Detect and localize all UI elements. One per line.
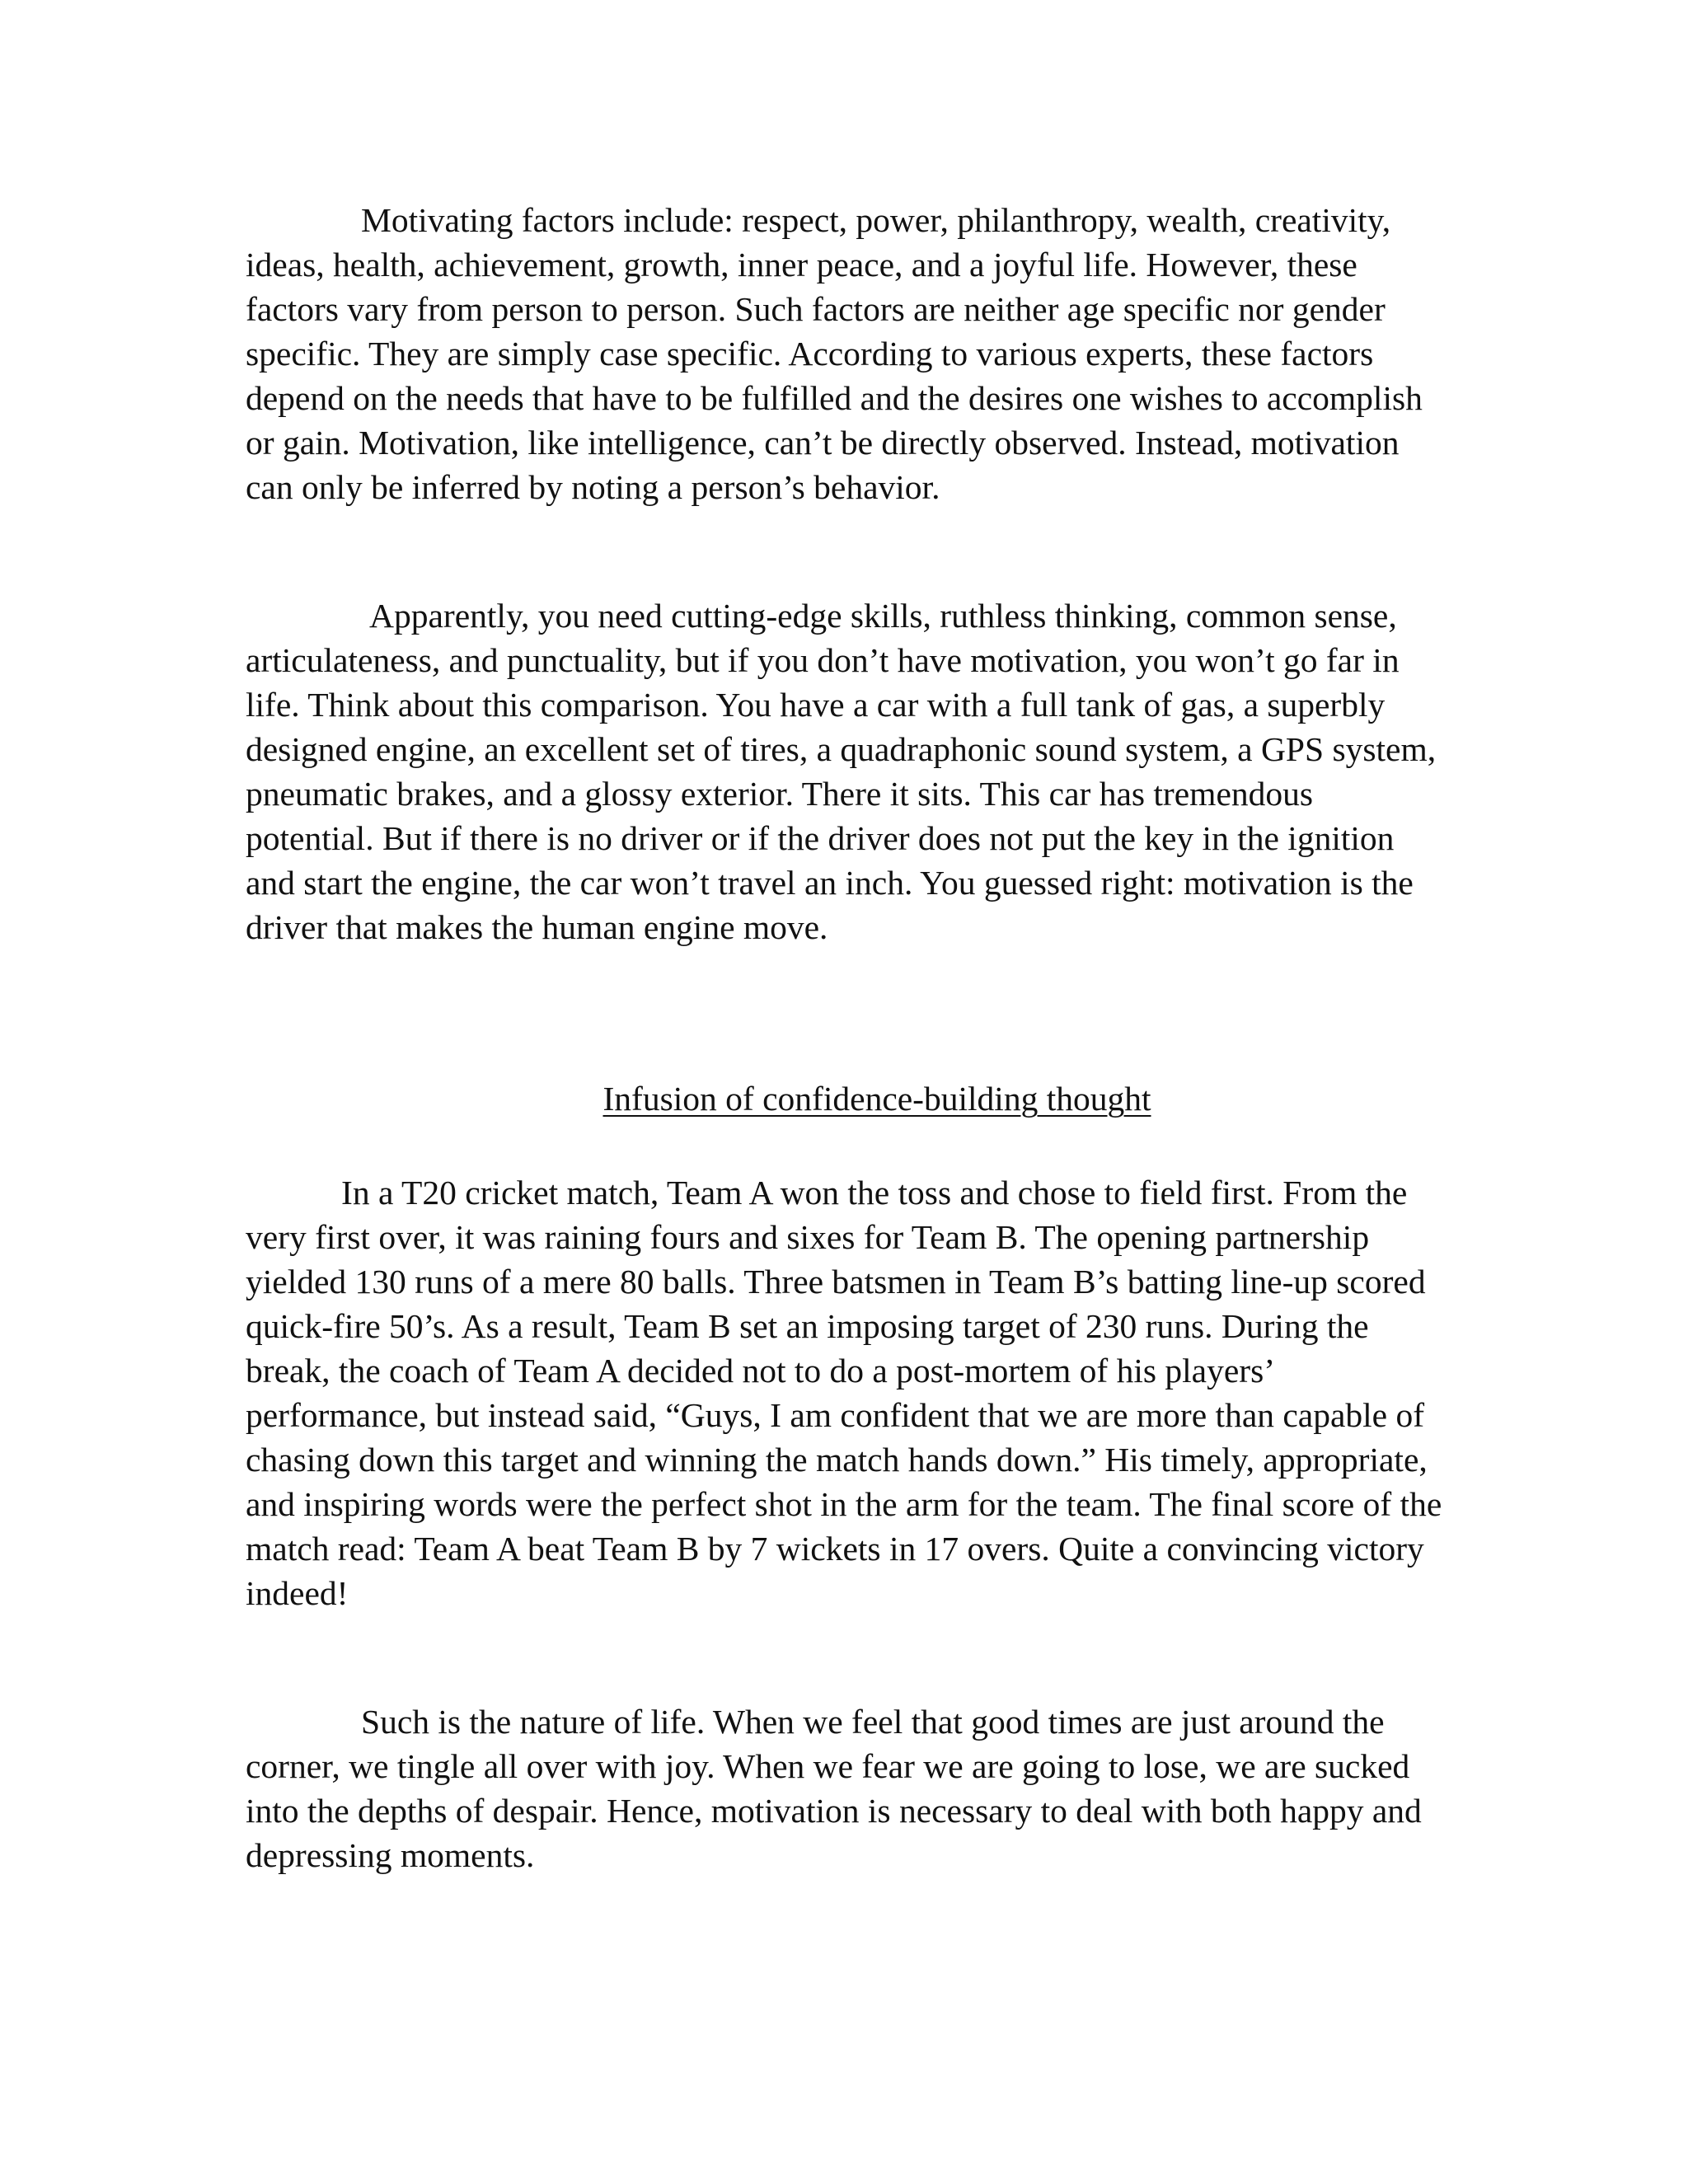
section-heading-text: Infusion of confidence-building thought <box>603 1080 1151 1118</box>
paragraph-cricket-match: In a T20 cricket match, Team A won the toss and chose to field first. From the very first over, it was raining fours and sixes for Team B. The opening partnership yielded 130 runs of a mere 80 balls. Three batsmen in Team B’s batting line-up scored quick-fire 50’s. As a result, Team B set an imposing target of 230 runs. During the break, the coach of Team A decided not to do a post-mortem of his players’ performance, but instead said, “Guys, I am confident that we are more than capable of chasing down this target and winning the match hands down.” His timely, appropriate, and inspiring words were the perfect shot in the arm for the team. The final score of the match read: Team A beat Team B by 7 wickets in 17 overs. Quite a convincing victory indeed! <box>246 1174 1442 1612</box>
section-heading <box>0 1076 1688 1121</box>
paragraph-motivating-factors: Motivating factors include: respect, power, philanthropy, wealth, creativity, ideas, health, achievement, growth, inner peace, and a joyful life. However, these factors vary from person to person. Such factors are neither age specific nor gender specific. They are simply case specific. According to various experts, these factors depend on the needs that have to be fulfilled and the desires one wishes to accomplish or gain. Motivation, like intelligence, can’t be directly observed. Instead, motivation can only be inferred by noting a person’s behavior. <box>246 201 1423 506</box>
paragraph-car-comparison: Apparently, you need cutting-edge skills, ruthless thinking, common sense, articulateness, and punctuality, but if you don’t have motivation, you won’t go far in life. Think about this comparison. You have a car with a full tank of gas, a superbly designed engine, an excellent set of tires, a quadraphonic sound system, a GPS system, pneumatic brakes, and a glossy exterior. There it sits. This car has tremendous potential. But if there is no driver or if the driver does not put the key in the ignition and start the engine, the car won’t travel an inch. You guessed right: motivation is the driver that makes the human engine move. <box>246 597 1437 946</box>
paragraph-nature-of-life: Such is the nature of life. When we feel that good times are just around the corner, we tingle all over with joy. When we fear we are going to lose, we are sucked into the depths of despair. Hence, motivation is necessary to deal with both happy and depressing moments. <box>246 1703 1422 1874</box>
